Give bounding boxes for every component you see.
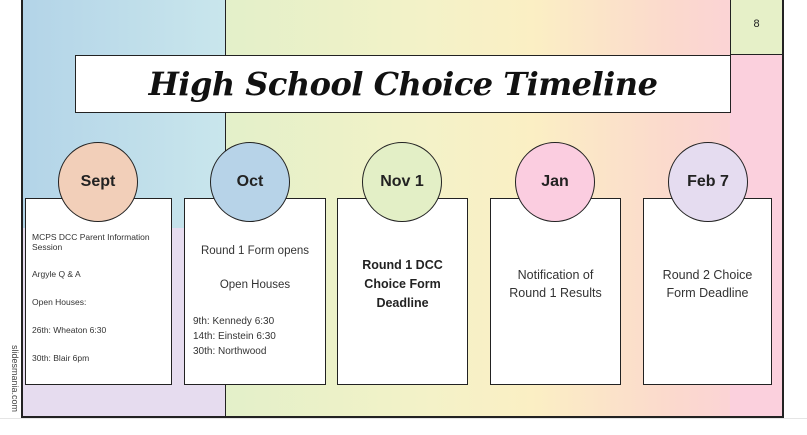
timeline-card-feb — [643, 198, 772, 385]
sept-details — [32, 232, 168, 381]
sept-line-info-session: MCPS DCC Parent Information Session — [32, 232, 150, 252]
oct-line-open-houses: Open Houses — [219, 279, 291, 291]
timeline-card-nov — [337, 198, 468, 385]
bottom-gutter — [0, 418, 807, 435]
page-number: 8 — [753, 18, 760, 30]
month-circle-nov: Nov 1 — [362, 142, 442, 222]
sept-line-argyle: Argyle Q & A — [32, 269, 81, 279]
feb-details — [644, 266, 771, 302]
jan-line: Notification of — [517, 268, 594, 282]
month-circle-feb: Feb 7 — [668, 142, 748, 222]
month-circle-oct: Oct — [210, 142, 290, 222]
month-circle-sept: Sept — [58, 142, 138, 222]
oct-list-item: 14th: Einstein 6:30 — [193, 331, 276, 342]
right-gutter — [784, 0, 807, 435]
timeline-card-sept — [25, 198, 172, 385]
timeline-card-jan — [490, 198, 621, 385]
sept-line-open-houses: Open Houses: — [32, 297, 87, 307]
nov-details — [338, 256, 467, 313]
oct-list-item: 30th: Northwood — [193, 346, 267, 357]
jan-line: Round 1 Results — [509, 286, 602, 300]
slide-border-left — [21, 0, 23, 418]
title-box — [75, 55, 731, 113]
feb-line: Round 2 Choice — [662, 268, 753, 282]
sept-line-blair: 30th: Blair 6pm — [32, 353, 90, 363]
nov-line: Round 1 DCC — [362, 258, 443, 272]
month-circle-jan: Jan — [515, 142, 595, 222]
nov-line: Choice Form — [364, 277, 441, 291]
oct-open-house-list — [193, 314, 276, 359]
nov-line: Deadline — [376, 296, 429, 310]
sept-line-wheaton: 26th: Wheaton 6:30 — [32, 325, 107, 335]
timeline-card-oct — [184, 198, 326, 385]
watermark: slidesmania.com — [10, 345, 20, 413]
jan-details — [491, 266, 620, 302]
oct-list-item: 9th: Kennedy 6:30 — [193, 316, 275, 327]
feb-line: Form Deadline — [666, 286, 749, 300]
slide-title: High School Choice Timeline — [148, 65, 658, 103]
oct-line-form-opens: Round 1 Form opens — [200, 245, 310, 257]
